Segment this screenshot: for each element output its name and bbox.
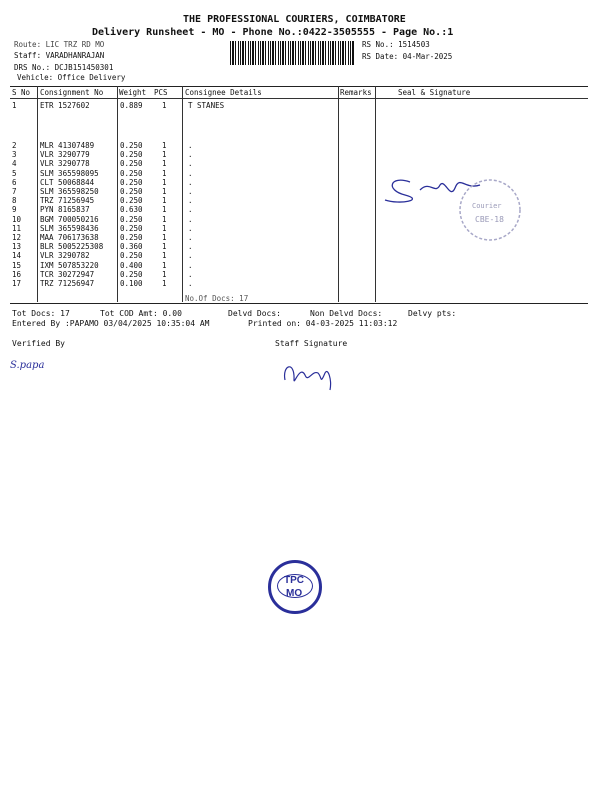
cell-pcs: 1 — [162, 150, 167, 160]
cell-weight: 0.250 — [120, 214, 143, 224]
cell-consignee: . — [188, 141, 193, 150]
col-consignee: Consignee Details — [185, 88, 262, 97]
cell-consignee: . — [188, 251, 193, 261]
table-row — [10, 233, 390, 241]
rs-no: RS No.: 1514503 — [362, 40, 430, 49]
printed-on: Printed on: 04-03-2025 11:03:12 — [248, 319, 398, 328]
cell-weight: 0.250 — [120, 196, 143, 206]
table-row — [10, 196, 390, 204]
cell-consignee: T STANES — [188, 101, 225, 110]
tot-cod: Tot COD Amt: 0.00 — [100, 309, 182, 318]
cell-pcs: 1 — [162, 101, 167, 110]
table-row — [10, 205, 390, 213]
cell-consignee: . — [188, 168, 193, 178]
cell-consignee: . — [188, 260, 193, 270]
cell-consignee: . — [188, 279, 193, 288]
cell-consignment-no: CLT 50068844 — [40, 177, 95, 187]
staff-signature — [280, 355, 350, 395]
cell-consignee: . — [188, 233, 193, 242]
cell-sno: 15 — [12, 260, 22, 270]
cell-weight: 0.250 — [120, 187, 143, 196]
cell-consignment-no: VLR 3290778 — [40, 159, 90, 169]
cell-weight: 0.360 — [120, 242, 143, 252]
cell-sno: 6 — [12, 177, 17, 187]
cell-consignee: . — [188, 269, 193, 279]
cell-consignee: . — [188, 196, 193, 206]
table-row — [10, 159, 390, 167]
cell-consignment-no: VLR 3290779 — [40, 150, 90, 160]
header-divider — [10, 98, 588, 99]
cell-weight: 0.250 — [120, 177, 143, 187]
cell-weight: 0.250 — [120, 269, 143, 279]
cell-weight: 0.100 — [120, 279, 143, 288]
cell-consignee: . — [188, 214, 193, 224]
col-seal: Seal & Signature — [398, 88, 471, 97]
cell-consignment-no: ETR 1527602 — [40, 101, 90, 110]
cell-weight: 0.250 — [120, 150, 143, 160]
cell-consignee: . — [188, 223, 193, 233]
cell-consignment-no: BGM 700050216 — [40, 214, 99, 224]
cell-consignment-no: SLM 365598095 — [40, 168, 99, 178]
cell-consignment-no: MAA 706173638 — [40, 233, 99, 242]
cell-weight: 0.250 — [120, 251, 143, 261]
cell-consignment-no: TRZ 71256947 — [40, 279, 95, 288]
cell-consignee: . — [188, 187, 193, 196]
cell-consignment-no: VLR 3290782 — [40, 251, 90, 261]
cell-pcs: 1 — [162, 205, 167, 215]
entered-by: Entered By :PAPAMO 03/04/2025 10:35:04 AM — [12, 319, 210, 328]
cell-weight: 0.889 — [120, 101, 143, 110]
cell-weight: 0.630 — [120, 205, 143, 215]
cell-consignment-no: BLR 5005225308 — [40, 242, 104, 252]
table-row — [10, 101, 390, 109]
col-remarks: Remarks — [340, 88, 372, 97]
tot-docs: Tot Docs: 17 — [12, 309, 70, 318]
cell-pcs: 1 — [162, 242, 167, 252]
svg-text:CBE-18: CBE-18 — [475, 215, 504, 224]
staff: Staff: VARADHANRAJAN — [14, 51, 105, 60]
cell-pcs: 1 — [162, 233, 167, 242]
cell-pcs: 1 — [162, 168, 167, 178]
table-row — [10, 178, 390, 186]
cell-sno: 1 — [12, 101, 17, 110]
drs-no: DRS No.: DCJB151450301 — [14, 63, 114, 72]
cell-weight: 0.250 — [120, 223, 143, 233]
col-weight: Weight — [119, 88, 147, 97]
staff-signature-label: Staff Signature — [275, 339, 348, 348]
cell-consignment-no: PYN 8165837 — [40, 205, 90, 215]
cell-consignee: . — [188, 150, 193, 160]
cell-sno: 10 — [12, 214, 22, 224]
cell-weight: 0.250 — [120, 159, 143, 169]
cell-pcs: 1 — [162, 214, 167, 224]
barcode — [230, 41, 355, 65]
seal-text: Courier — [472, 202, 502, 210]
col-sno: S No — [12, 88, 31, 97]
cell-sno: 5 — [12, 168, 17, 178]
cell-sno: 14 — [12, 251, 22, 261]
table-row — [10, 261, 390, 269]
vehicle: Vehicle: Office Delivery — [17, 73, 126, 82]
tpc-stamp: TPC MO — [268, 560, 322, 614]
cell-sno: 4 — [12, 159, 17, 169]
cell-sno: 13 — [12, 242, 22, 252]
cell-sno: 2 — [12, 141, 17, 150]
signature-seal-area — [380, 160, 504, 260]
cell-pcs: 1 — [162, 159, 167, 169]
cell-pcs: 1 — [162, 187, 167, 196]
table-row — [10, 215, 390, 223]
cell-sno: 11 — [12, 223, 22, 233]
rs-date: RS Date: 04-Mar-2025 — [362, 52, 453, 61]
cell-consignee: . — [188, 205, 193, 215]
cell-pcs: 1 — [162, 196, 167, 206]
cell-weight: 0.250 — [120, 233, 143, 242]
route: Route: LIC TRZ RD MO — [14, 40, 105, 49]
table-row — [10, 270, 390, 278]
col-pcs: PCS — [154, 88, 168, 97]
table-row — [10, 187, 390, 195]
verified-by-label: Verified By — [12, 339, 65, 348]
col-consignment: Consignment No — [40, 88, 104, 97]
cell-sno: 17 — [12, 279, 22, 288]
table-row — [10, 279, 390, 287]
table-row — [10, 169, 390, 177]
table-row — [10, 150, 390, 158]
cell-pcs: 1 — [162, 279, 167, 288]
cell-sno: 12 — [12, 233, 22, 242]
cell-consignment-no: IXM 507853220 — [40, 260, 99, 270]
cell-weight: 0.250 — [120, 141, 143, 150]
cell-sno: 9 — [12, 205, 17, 215]
company-title: THE PROFESSIONAL COURIERS, COIMBATORE — [183, 14, 406, 25]
delvd-docs: Delvd Docs: — [228, 309, 281, 318]
cell-weight: 0.400 — [120, 260, 143, 270]
no-of-docs: No.Of Docs: 17 — [185, 294, 249, 303]
cell-sno: 3 — [12, 150, 17, 160]
table-row — [10, 251, 390, 259]
table-row — [10, 242, 390, 250]
cell-sno: 7 — [12, 187, 17, 196]
cell-pcs: 1 — [162, 269, 167, 279]
cell-pcs: 1 — [162, 251, 167, 261]
cell-consignment-no: SLM 365598250 — [40, 187, 99, 196]
cell-consignment-no: MLR 41307489 — [40, 141, 95, 150]
cell-consignment-no: TCR 30272947 — [40, 269, 95, 279]
verifier-handwriting: S.papa — [10, 360, 45, 371]
cell-pcs: 1 — [162, 177, 167, 187]
cell-sno: 16 — [12, 269, 22, 279]
cell-consignee: . — [188, 177, 193, 187]
cell-weight: 0.250 — [120, 168, 143, 178]
cell-sno: 8 — [12, 196, 17, 206]
cell-consignment-no: TRZ 71256945 — [40, 196, 95, 206]
non-delvd-docs: Non Delvd Docs: — [310, 309, 383, 318]
cell-consignment-no: SLM 365598436 — [40, 223, 99, 233]
cell-pcs: 1 — [162, 260, 167, 270]
cell-pcs: 1 — [162, 223, 167, 233]
delvy-pts: Delvy pts: — [408, 309, 457, 318]
runsheet-subtitle: Delivery Runsheet - MO - Phone No.:0422-3505555 - Page No.:1 — [92, 27, 454, 38]
table-row — [10, 224, 390, 232]
cell-consignee: . — [188, 242, 193, 252]
cell-pcs: 1 — [162, 141, 167, 150]
cell-consignee: . — [188, 159, 193, 169]
table-row — [10, 141, 390, 149]
